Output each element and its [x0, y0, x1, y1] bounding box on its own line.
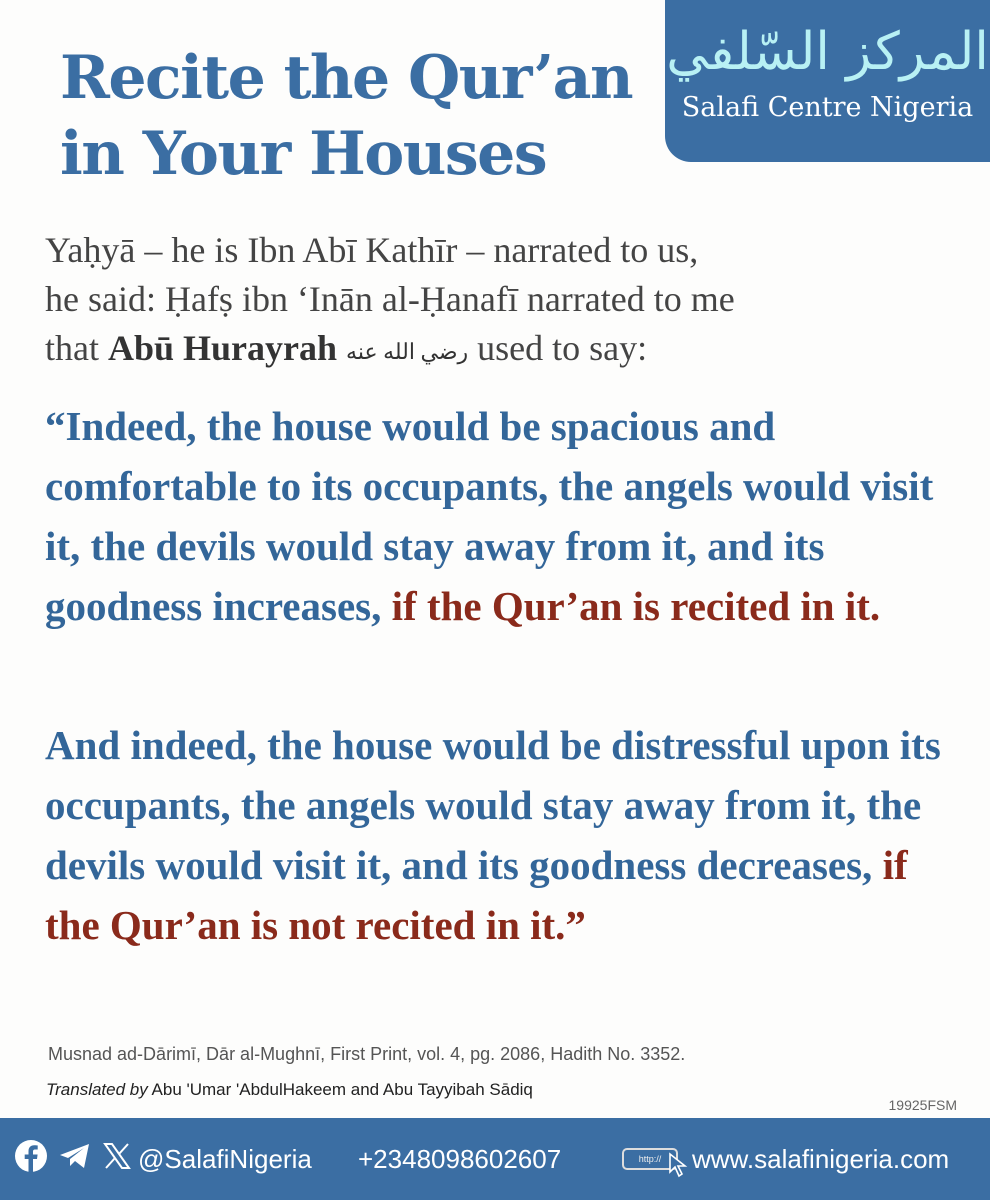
- paragraph-1-main: “Indeed, the house would be spacious and comfortable to its occupants, the angels would visit it, the devils would stay away from it, and its goodness increases,: [45, 403, 934, 629]
- paragraph-2-main: And indeed, the house would be distressful upon its occupants, the angels would stay away from it, the devils would visit it, and its goodness decreases,: [45, 722, 941, 888]
- narration-intro: [45, 226, 945, 376]
- facebook-icon[interactable]: [14, 1139, 48, 1180]
- brand-arabic-name: المركز السّلفي: [666, 22, 989, 82]
- hadith-paragraph-1: [45, 396, 965, 636]
- intro-line-2: he said: Ḥafṣ ibn ‘Inān al-Ḥanafī narrated to me: [45, 279, 735, 319]
- intro-line-3: [45, 324, 945, 376]
- title-line-1: Recite the Qur’an: [60, 43, 633, 113]
- intro-suffix: used to say:: [468, 328, 648, 368]
- website-link[interactable]: [622, 1142, 949, 1176]
- x-icon[interactable]: [102, 1141, 132, 1178]
- paragraph-1-emphasis: if the Qur’an is recited in it.: [391, 583, 881, 629]
- brand-english-name: Salafi Centre Nigeria: [681, 92, 974, 123]
- paragraph-2-emphasis: if the Qur’an is not recited in it.”: [45, 842, 908, 948]
- web-link-icon: [622, 1142, 688, 1176]
- narrator-name: Abū Hurayrah: [107, 328, 338, 368]
- http-label: http://: [622, 1148, 678, 1170]
- translator-names: Abu 'Umar 'AbdulHakeem and Abu Tayyibah Sādiq: [147, 1080, 533, 1099]
- title-line-2: in Your Houses: [60, 119, 547, 189]
- intro-prefix: that: [45, 328, 108, 368]
- social-links: [14, 1142, 312, 1176]
- honorific-glyph-icon: رضي الله عنه: [346, 339, 469, 365]
- footer-bar: [0, 1118, 990, 1200]
- intro-line-1: Yaḥyā – he is Ibn Abī Kathīr – narrated to us,: [45, 230, 699, 270]
- translated-by-label: Translated by: [46, 1080, 148, 1099]
- phone-number[interactable]: +2348098602607: [358, 1143, 562, 1174]
- post-code: 19925FSM: [888, 1097, 957, 1113]
- page-title: [60, 40, 660, 192]
- telegram-icon[interactable]: [58, 1141, 92, 1178]
- brand-logo: [665, 0, 990, 162]
- website-url[interactable]: www.salafinigeria.com: [692, 1143, 950, 1174]
- source-citation: Musnad ad-Dārimī, Dār al-Mughnī, First Print, vol. 4, pg. 2086, Hadith No. 3352.: [48, 1044, 686, 1064]
- social-handle[interactable]: @SalafiNigeria: [138, 1143, 312, 1174]
- hadith-paragraph-2: [45, 715, 965, 955]
- translator-credit: [46, 1080, 533, 1100]
